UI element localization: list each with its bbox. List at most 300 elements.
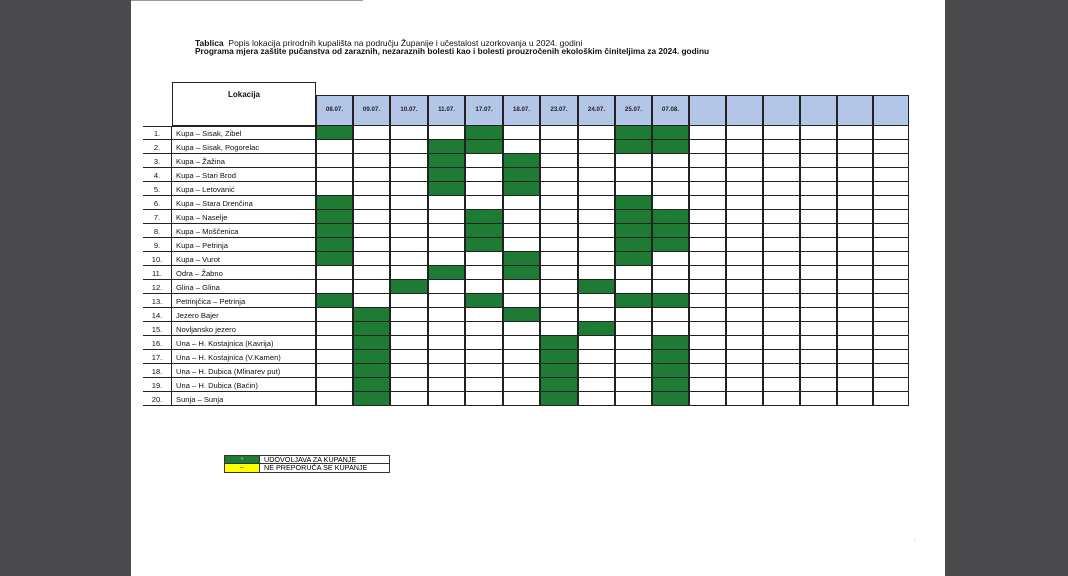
legend-swatch: +	[224, 455, 260, 464]
sample-cell	[390, 266, 428, 280]
date-header-label: 07.08.	[661, 106, 680, 113]
sample-cell	[503, 196, 540, 210]
sample-cell	[428, 238, 465, 252]
sample-cell	[353, 210, 390, 224]
sample-cell	[465, 364, 503, 378]
sample-cell	[652, 252, 689, 266]
sample-cell	[689, 252, 726, 266]
sample-cell	[873, 168, 909, 182]
row-number: 7.	[153, 213, 161, 222]
sample-cell	[353, 252, 390, 266]
sample-cell	[316, 182, 353, 196]
sample-cell	[800, 280, 837, 294]
ok-mark: +	[519, 170, 524, 176]
ok-mark: +	[369, 352, 374, 358]
sample-cell	[353, 224, 390, 238]
sample-cell	[689, 294, 726, 308]
sample-cell	[353, 294, 390, 308]
date-header-cell	[763, 95, 800, 126]
sample-cell	[578, 238, 615, 252]
ok-mark: +	[631, 296, 636, 302]
sample-cell	[726, 140, 763, 154]
sample-cell	[540, 308, 578, 322]
sample-cell	[578, 378, 615, 392]
sample-cell	[837, 308, 873, 322]
sample-cell	[316, 336, 353, 350]
sample-cell	[837, 210, 873, 224]
sample-cell	[837, 266, 873, 280]
sample-cell	[689, 266, 726, 280]
sample-cell	[390, 308, 428, 322]
location-name: Kupa – Moščenica	[176, 227, 239, 236]
sample-cell	[465, 196, 503, 210]
sample-cell	[800, 322, 837, 336]
sample-cell	[503, 294, 540, 308]
title-text: Popis lokacija prirodnih kupališta na području Županije i učestalost uzorkovanja u 2024. godini	[228, 38, 583, 48]
sample-cell	[578, 196, 615, 210]
date-header-label: 24.07.	[587, 106, 606, 113]
sample-cell	[652, 168, 689, 182]
sample-cell	[873, 336, 909, 350]
sample-cell	[800, 378, 837, 392]
sample-cell	[390, 168, 428, 182]
sample-cell	[763, 126, 800, 140]
date-header-label: 23.07.	[550, 106, 568, 113]
sample-cell	[615, 280, 652, 294]
ok-mark: +	[668, 212, 673, 218]
sample-cell	[873, 280, 909, 294]
sample-cell	[540, 126, 578, 140]
sample-cell	[726, 280, 763, 294]
location-name: Petrinjčica – Petrinja	[176, 297, 246, 306]
sample-cell	[390, 336, 428, 350]
ok-mark: +	[519, 310, 524, 316]
sample-cell	[503, 322, 540, 336]
sample-cell	[316, 364, 353, 378]
sample-cell	[578, 154, 615, 168]
ok-mark: +	[482, 142, 486, 148]
sample-cell	[873, 126, 909, 140]
sample-cell	[465, 252, 503, 266]
sample-cell	[800, 154, 837, 168]
ok-mark: +	[407, 282, 411, 288]
sample-cell	[578, 350, 615, 364]
sample-cell	[316, 168, 353, 182]
sample-cell	[689, 364, 726, 378]
sample-cell	[800, 364, 837, 378]
sample-cell	[873, 378, 909, 392]
ok-mark: +	[369, 338, 374, 344]
ok-mark: +	[332, 254, 337, 260]
sample-cell	[800, 210, 837, 224]
ok-mark: +	[668, 338, 673, 344]
sample-cell	[615, 154, 652, 168]
ok-mark: +	[668, 394, 673, 400]
sample-cell	[652, 196, 689, 210]
sample-cell	[800, 294, 837, 308]
location-header: Lokacija	[227, 90, 260, 99]
sample-cell	[465, 266, 503, 280]
sample-cell	[428, 392, 465, 406]
sample-cell	[873, 238, 909, 252]
sample-cell	[615, 168, 652, 182]
row-number: 17.	[151, 353, 163, 362]
sample-cell	[652, 154, 689, 168]
sample-cell	[873, 140, 909, 154]
row-number: 10.	[151, 255, 163, 264]
sample-cell	[726, 238, 763, 252]
sample-cell	[316, 308, 353, 322]
sample-cell	[689, 378, 726, 392]
sample-cell	[726, 154, 763, 168]
sample-cell	[390, 140, 428, 154]
sample-cell	[390, 364, 428, 378]
sample-cell	[428, 294, 465, 308]
sample-cell	[578, 364, 615, 378]
sample-cell	[800, 308, 837, 322]
sample-cell	[503, 126, 540, 140]
sample-cell	[763, 168, 800, 182]
sample-cell	[873, 182, 909, 196]
sample-cell	[390, 182, 428, 196]
ok-mark: +	[519, 254, 524, 260]
ok-mark: +	[519, 156, 524, 162]
sample-cell	[390, 378, 428, 392]
sample-cell	[578, 294, 615, 308]
row-number: 5.	[153, 185, 161, 194]
sample-cell	[652, 182, 689, 196]
ok-mark: +	[369, 324, 374, 330]
location-name: Kupa – Vurot	[176, 255, 221, 264]
ok-mark: +	[557, 366, 561, 372]
sample-cell	[800, 196, 837, 210]
legend-label: UDOVOLJAVA ZA KUPANJE	[260, 455, 390, 464]
sample-cell	[837, 168, 873, 182]
sample-cell	[763, 182, 800, 196]
row-number: 2.	[153, 143, 161, 152]
date-header-cell	[873, 95, 909, 126]
ok-mark: +	[369, 366, 374, 372]
sample-cell	[428, 210, 465, 224]
location-name: Kupa – Stari Brod	[176, 171, 236, 180]
sample-cell	[428, 224, 465, 238]
ok-mark: +	[668, 240, 673, 246]
sample-cell	[800, 182, 837, 196]
sample-cell	[316, 154, 353, 168]
sample-cell	[503, 238, 540, 252]
sample-cell	[689, 224, 726, 238]
sample-cell	[689, 182, 726, 196]
sample-cell	[615, 182, 652, 196]
sample-cell	[873, 154, 909, 168]
sample-cell	[316, 140, 353, 154]
sample-cell	[578, 126, 615, 140]
sample-cell	[726, 322, 763, 336]
sample-cell	[465, 350, 503, 364]
sample-cell	[353, 126, 390, 140]
sample-cell	[763, 238, 800, 252]
location-name: Kupa – Sisak, Zibel	[176, 129, 242, 138]
sample-cell	[873, 252, 909, 266]
top-rule	[131, 0, 363, 1]
location-name: Kupa – Žažina	[176, 157, 225, 166]
sample-cell	[837, 392, 873, 406]
sample-cell	[763, 154, 800, 168]
sample-cell	[800, 224, 837, 238]
row-number: 8.	[153, 227, 161, 236]
sample-cell	[837, 294, 873, 308]
ok-mark: +	[631, 198, 636, 204]
sample-cell	[578, 266, 615, 280]
sample-cell	[390, 154, 428, 168]
sample-cell	[763, 350, 800, 364]
sample-cell	[615, 364, 652, 378]
ok-mark: +	[557, 394, 561, 400]
location-name: Sunja – Sunja	[176, 395, 224, 404]
sample-cell	[689, 196, 726, 210]
sample-cell	[316, 266, 353, 280]
sample-cell	[428, 280, 465, 294]
date-header-cell	[837, 95, 873, 126]
sample-cell	[540, 168, 578, 182]
sample-cell	[873, 350, 909, 364]
row-number: 4.	[153, 171, 161, 180]
row-number: 16.	[151, 339, 163, 348]
ok-mark: +	[557, 338, 561, 344]
sample-cell	[837, 140, 873, 154]
sample-cell	[763, 378, 800, 392]
sample-cell	[353, 140, 390, 154]
date-header-label: 10.07.	[400, 106, 418, 113]
sample-cell	[689, 336, 726, 350]
location-name: Una – H. Kostajnica (Kavrija)	[176, 339, 274, 348]
sample-cell	[726, 168, 763, 182]
sample-cell	[726, 210, 763, 224]
sample-cell	[578, 168, 615, 182]
sample-cell	[800, 140, 837, 154]
sample-cell	[726, 294, 763, 308]
ok-mark: +	[668, 380, 673, 386]
sample-cell	[353, 280, 390, 294]
sample-cell	[873, 210, 909, 224]
location-name: Jezero Bajer	[176, 311, 219, 320]
sample-cell	[873, 224, 909, 238]
sample-cell	[578, 308, 615, 322]
row-number: 13.	[151, 297, 163, 306]
row-number: 1.	[153, 129, 161, 138]
date-header-label: 09.07.	[362, 106, 381, 113]
sample-cell	[503, 364, 540, 378]
ok-mark: +	[369, 380, 374, 386]
ok-mark: +	[594, 282, 599, 288]
sample-cell	[540, 280, 578, 294]
date-header-label: 11.07.	[438, 106, 455, 113]
row-number: 3.	[153, 157, 161, 166]
sample-cell	[837, 350, 873, 364]
page-mark: .	[914, 537, 916, 543]
ok-mark: +	[482, 212, 486, 218]
sample-cell	[503, 336, 540, 350]
ok-mark: +	[668, 226, 673, 232]
sample-cell	[726, 252, 763, 266]
sample-cell	[316, 392, 353, 406]
sample-cell	[837, 322, 873, 336]
sample-cell	[689, 168, 726, 182]
sample-cell	[763, 280, 800, 294]
sample-cell	[428, 350, 465, 364]
sample-cell	[615, 336, 652, 350]
sample-cell	[837, 238, 873, 252]
sample-cell	[578, 392, 615, 406]
date-header-label: 18.07.	[512, 106, 531, 113]
sample-cell	[873, 196, 909, 210]
sample-cell	[689, 126, 726, 140]
ok-mark: +	[482, 226, 486, 232]
sample-cell	[726, 336, 763, 350]
title-prefix: Tablica	[195, 38, 224, 48]
sample-cell	[726, 224, 763, 238]
row-number: 18.	[151, 367, 163, 376]
row-number: 14.	[151, 311, 163, 320]
sample-cell	[428, 378, 465, 392]
sample-cell	[428, 196, 465, 210]
sample-cell	[837, 126, 873, 140]
ok-mark: +	[332, 240, 337, 246]
sample-cell	[726, 266, 763, 280]
sample-cell	[837, 280, 873, 294]
sample-cell	[540, 266, 578, 280]
row-number: 15.	[151, 325, 163, 334]
sample-cell	[763, 322, 800, 336]
sample-cell	[726, 364, 763, 378]
sample-cell	[503, 378, 540, 392]
ok-mark: +	[332, 226, 337, 232]
sample-cell	[390, 392, 428, 406]
sample-cell	[428, 252, 465, 266]
location-name: Odra – Žabno	[176, 269, 223, 278]
row-number: 11.	[152, 269, 162, 278]
ok-mark: +	[369, 394, 374, 400]
ok-mark: +	[631, 212, 636, 218]
location-name: Kupa – Naselje	[176, 213, 228, 222]
sample-cell	[763, 364, 800, 378]
location-name: Kupa – Letovanić	[176, 185, 235, 194]
sample-cell	[837, 154, 873, 168]
sample-cell	[465, 182, 503, 196]
sample-cell	[390, 210, 428, 224]
sample-cell	[800, 126, 837, 140]
sample-cell	[689, 308, 726, 322]
sample-cell	[800, 392, 837, 406]
sample-cell	[503, 210, 540, 224]
ok-mark: +	[519, 184, 524, 190]
sample-cell	[800, 266, 837, 280]
sample-cell	[726, 378, 763, 392]
sample-cell	[390, 294, 428, 308]
sample-cell	[540, 182, 578, 196]
sample-cell	[540, 224, 578, 238]
sample-cell	[428, 308, 465, 322]
ok-mark: +	[594, 324, 599, 330]
sample-cell	[837, 224, 873, 238]
sample-cell	[428, 336, 465, 350]
sample-cell	[390, 196, 428, 210]
ok-mark: +	[557, 380, 561, 386]
sample-cell	[353, 168, 390, 182]
ok-mark: +	[369, 310, 374, 316]
sample-cell	[837, 336, 873, 350]
sample-cell	[652, 266, 689, 280]
legend-label: NE PREPORUČA SE KUPANJE	[260, 464, 390, 473]
sample-cell	[503, 392, 540, 406]
ok-mark: +	[444, 142, 449, 148]
ok-mark: +	[332, 296, 337, 302]
sample-cell	[465, 336, 503, 350]
ok-mark: +	[444, 170, 449, 176]
sample-cell	[578, 224, 615, 238]
location-header-box	[172, 82, 316, 126]
sample-cell	[540, 154, 578, 168]
sample-cell	[540, 196, 578, 210]
ok-mark: +	[668, 366, 673, 372]
sample-cell	[578, 182, 615, 196]
sample-cell	[689, 322, 726, 336]
sample-cell	[316, 280, 353, 294]
sample-cell	[873, 392, 909, 406]
sample-cell	[689, 392, 726, 406]
sample-cell	[316, 350, 353, 364]
sample-cell	[578, 336, 615, 350]
sample-cell	[763, 266, 800, 280]
sample-cell	[873, 294, 909, 308]
sample-cell	[837, 252, 873, 266]
date-header-label: 17.07.	[475, 106, 493, 113]
legend-swatch: –	[224, 464, 260, 473]
location-name: Novljansko jezero	[176, 325, 236, 334]
sample-cell	[873, 308, 909, 322]
ok-mark: +	[631, 226, 636, 232]
sample-cell	[540, 322, 578, 336]
ok-mark: +	[444, 268, 449, 274]
sample-cell	[540, 140, 578, 154]
sample-cell	[503, 280, 540, 294]
sample-cell	[428, 364, 465, 378]
sample-cell	[763, 308, 800, 322]
sample-cell	[465, 168, 503, 182]
sample-cell	[837, 196, 873, 210]
sample-cell	[800, 350, 837, 364]
sample-cell	[353, 154, 390, 168]
date-header-label: 25.07.	[624, 106, 643, 113]
sample-cell	[390, 252, 428, 266]
sample-cell	[837, 182, 873, 196]
document-page	[131, 0, 945, 576]
sample-cell	[763, 140, 800, 154]
ok-mark: +	[332, 212, 337, 218]
table-title-line2: Programa mjera zaštite pučanstva od zaraznih, nezaraznih bolesti kao i bolesti prouzročenih ekološkim činiteljima za 2024. godinu	[195, 46, 710, 56]
sample-cell	[390, 224, 428, 238]
ok-mark: +	[668, 128, 673, 134]
row-number: 20.	[151, 395, 163, 404]
sample-cell	[615, 308, 652, 322]
sample-cell	[503, 224, 540, 238]
ok-mark: +	[631, 128, 636, 134]
sample-cell	[800, 252, 837, 266]
sample-cell	[615, 322, 652, 336]
ok-mark: +	[557, 352, 561, 358]
date-header-cell	[800, 95, 837, 126]
sample-cell	[763, 252, 800, 266]
